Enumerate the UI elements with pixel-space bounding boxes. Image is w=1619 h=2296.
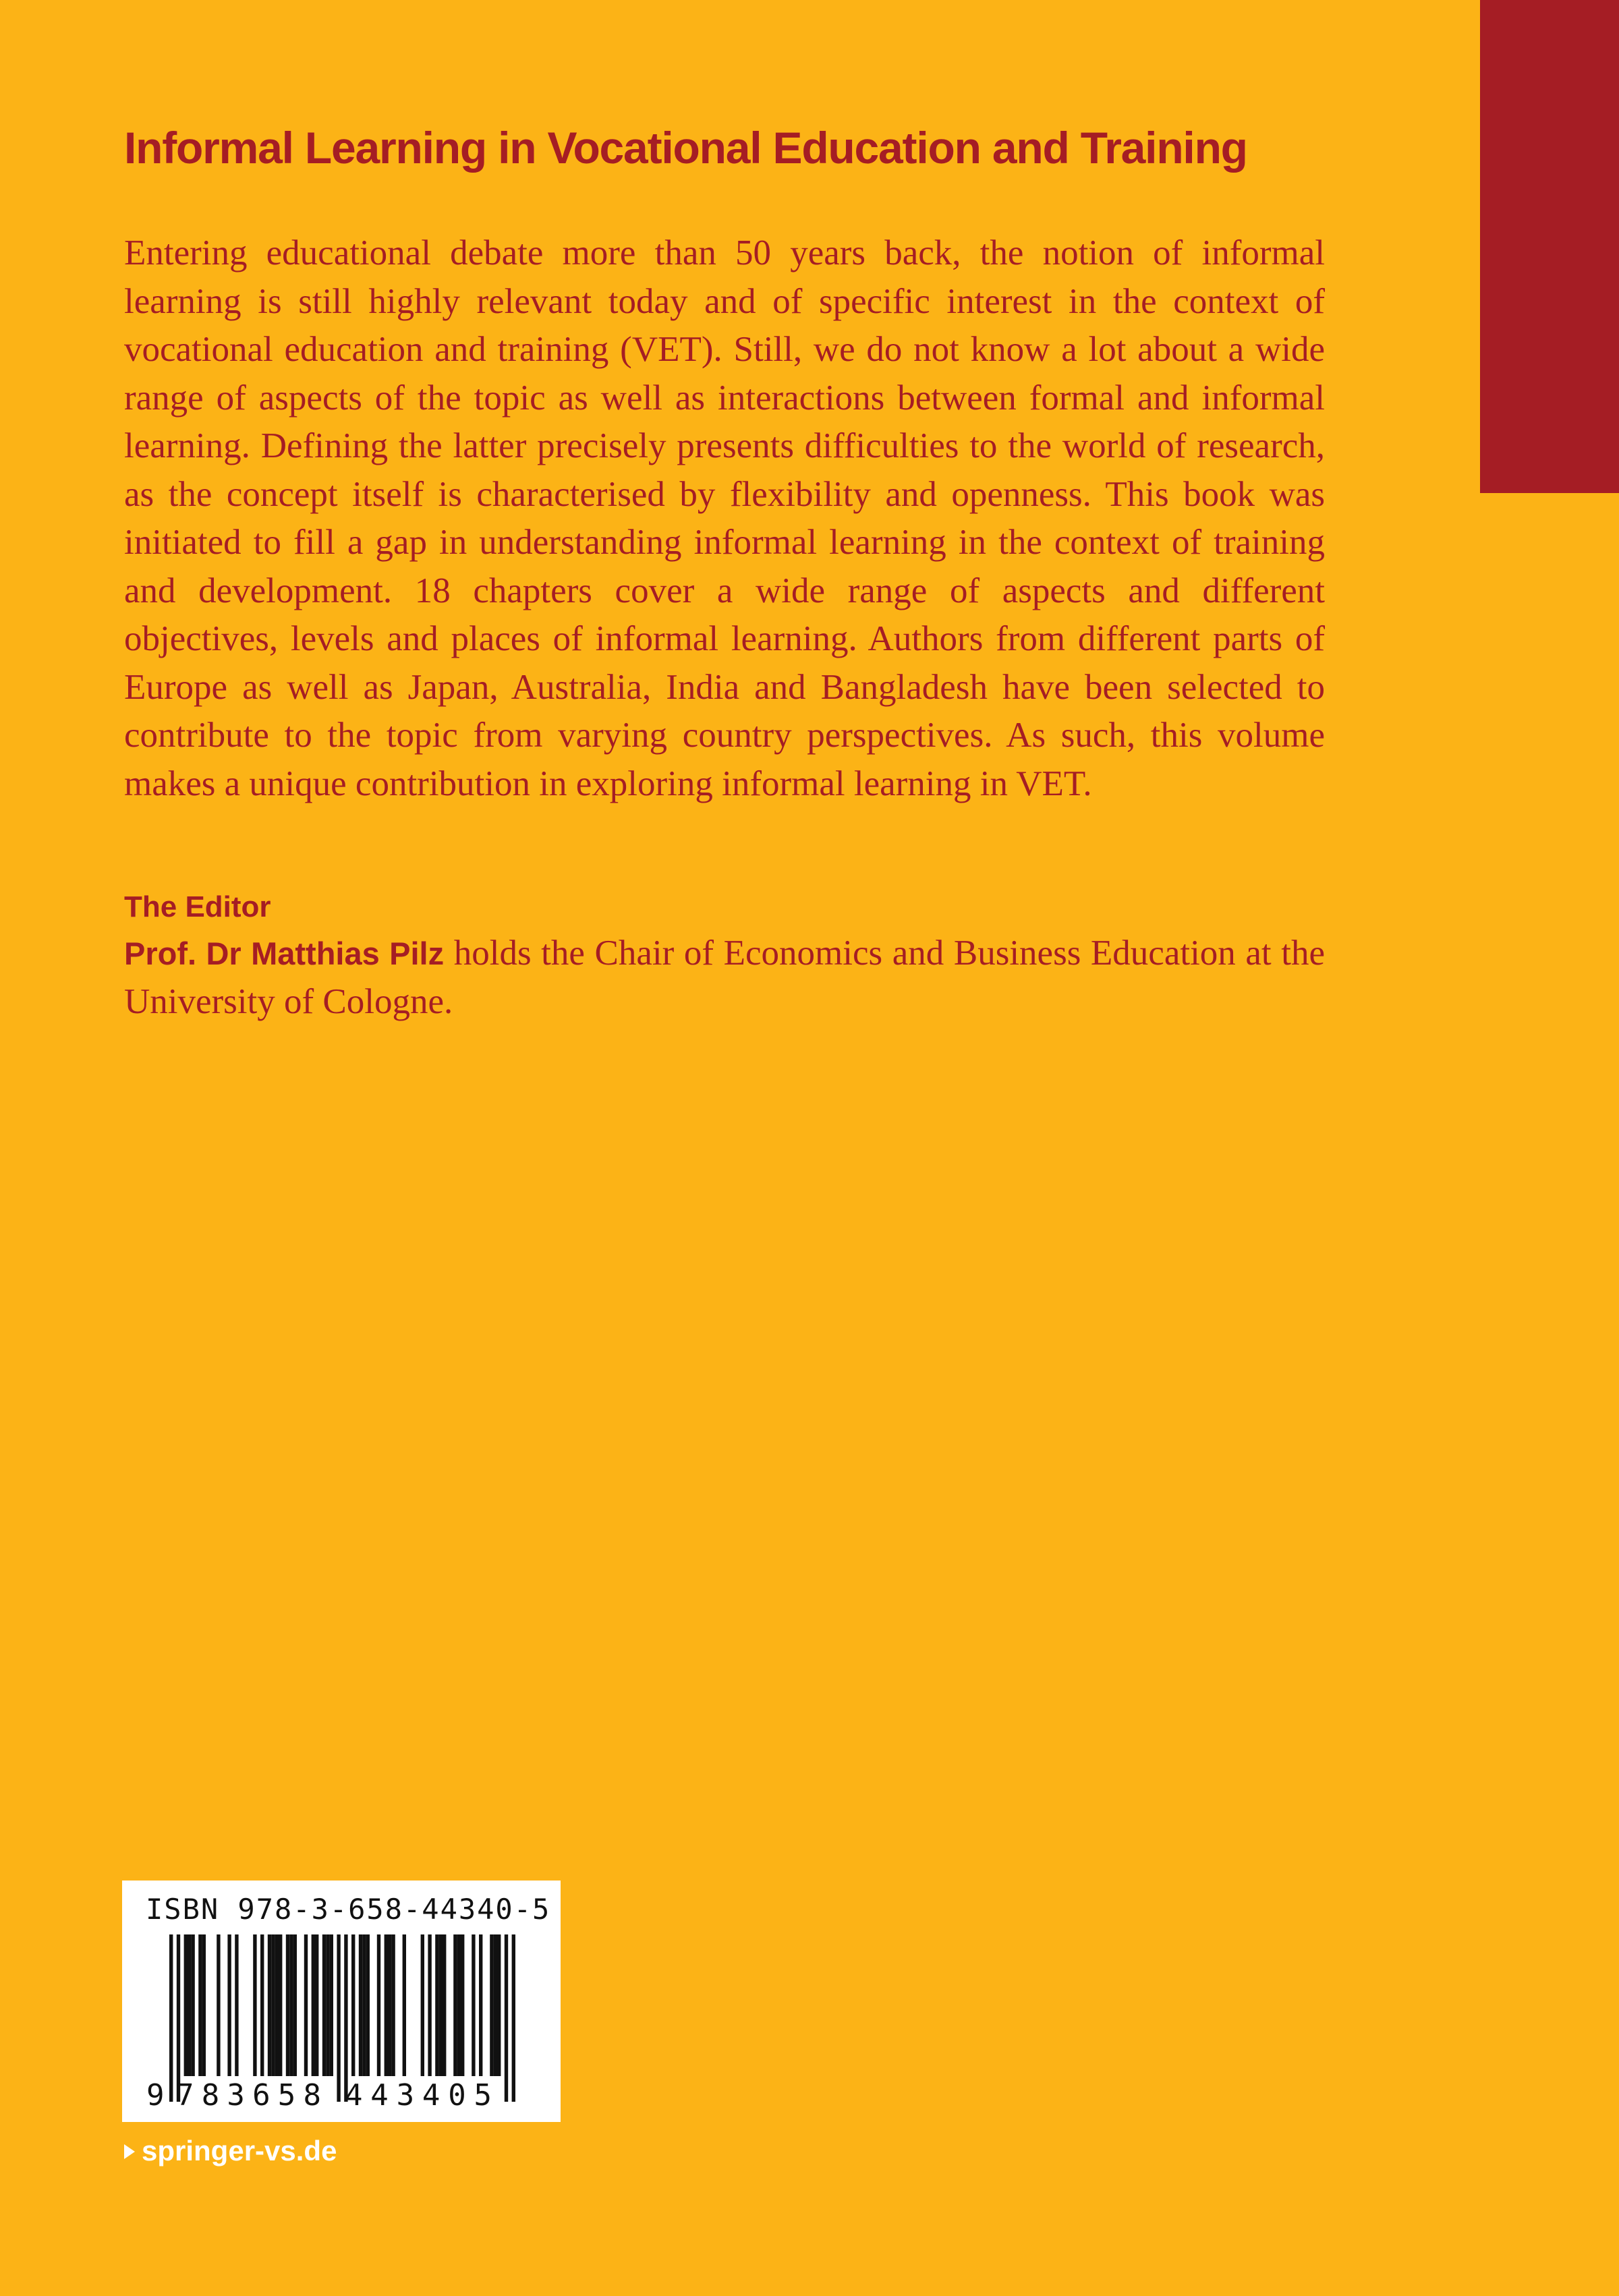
barcode-bar (202, 1934, 206, 2076)
barcode-bar (494, 1934, 497, 2076)
barcode-bar (286, 1934, 289, 2076)
barcode-bar (217, 1934, 220, 2076)
barcode-bar (275, 1934, 279, 2076)
barcode-bar (260, 1934, 264, 2076)
editor-bio-paragraph (124, 929, 1325, 1026)
book-description: Entering educational debate more than 50 years back, the notion of informal learning is still highly relevant today and of specific interest in the context of vocational education and training (VET). Still, we do not know a lot about a wide range of aspects of the topic as well as interactions between formal and informal learning. Defining the latter precisely presents difficulties to the world of research, as the concept itself is characterised by flexibility and openness. This book was initiated to fill a gap in understanding informal learning in the context of training and development. 18 chapters cover a wide range of aspects and different objectives, levels and places of informal learning. Authors from different parts of Europe as well as Japan, Australia, India and Bangladesh have been selected to contribute to the topic from varying country perspectives. As such, this volume makes a unique contribution in exploring informal learning in VET. (124, 233, 1325, 803)
barcode-graphic (122, 1881, 561, 2122)
barcode-bar (312, 1934, 315, 2076)
barcode-bar (362, 1934, 366, 2076)
barcode-bar (443, 1934, 446, 2076)
editor-name: Prof. Dr Matthias Pilz (124, 936, 445, 971)
barcode-bar (391, 1934, 395, 2076)
barcode-right-digits: 443405 (345, 2078, 492, 2113)
barcode-bar (271, 1934, 275, 2076)
barcode-bar (191, 1934, 194, 2076)
barcode-bar (326, 1934, 329, 2076)
barcode-bar (235, 1934, 238, 2076)
barcode-bar (359, 1934, 362, 2076)
barcode-bar (435, 1934, 438, 2076)
barcode-bar (453, 1934, 457, 2076)
barcode-bar (330, 1934, 333, 2076)
barcode-bar (188, 1934, 191, 2076)
editor-heading: The Editor (124, 890, 271, 923)
publisher-website-text: springer-vs.de (142, 2135, 337, 2166)
isbn-label: ISBN 978-3-658-44340-5 (146, 1893, 551, 1926)
isbn-barcode (122, 1881, 561, 2122)
triangle-right-icon (124, 2144, 135, 2159)
barcode-bar (490, 1934, 493, 2076)
barcode-bar (428, 1934, 431, 2076)
red-corner-tab (1480, 0, 1619, 493)
barcode-bar (377, 1934, 380, 2076)
barcode-left-digits: 783658 (176, 2078, 321, 2113)
barcode-bar (279, 1934, 282, 2076)
barcode-bar (337, 1934, 340, 2102)
barcode-bar (461, 1934, 464, 2076)
barcode-bar (457, 1934, 461, 2076)
barcode-bar (268, 1934, 271, 2076)
barcode-bar (403, 1934, 406, 2076)
barcode-bar (227, 1934, 231, 2076)
book-title: Informal Learning in Vocational Education and Training (124, 123, 1247, 173)
barcode-bar (253, 1934, 256, 2076)
barcode-bar (472, 1934, 475, 2076)
barcode-bar (315, 1934, 318, 2076)
barcode-bar (304, 1934, 308, 2076)
barcode-bar (512, 1934, 515, 2102)
barcode-bar (505, 1934, 508, 2102)
barcode-bar (169, 1934, 173, 2102)
barcode-bar (497, 1934, 501, 2076)
publisher-website-link[interactable] (124, 2133, 337, 2169)
barcode-bar (439, 1934, 443, 2076)
barcode-bar (421, 1934, 424, 2076)
barcode-lead-digit: 9 (146, 2078, 165, 2113)
barcode-bar (344, 1934, 347, 2102)
barcode-bar (385, 1934, 388, 2076)
barcode-bar (198, 1934, 202, 2076)
barcode-bars (169, 1934, 515, 2102)
barcode-bar (184, 1934, 188, 2076)
barcode-bar (351, 1934, 355, 2076)
barcode-bar (479, 1934, 482, 2076)
barcode-bar (177, 1934, 180, 2102)
barcode-bar (388, 1934, 391, 2076)
barcode-bar (293, 1934, 297, 2076)
barcode-bar (322, 1934, 326, 2076)
editor-bio: holds the Chair of Economics and Business Education at the University of Cologne. (124, 934, 1325, 1021)
barcode-bar (289, 1934, 293, 2076)
barcode-bar (366, 1934, 370, 2076)
